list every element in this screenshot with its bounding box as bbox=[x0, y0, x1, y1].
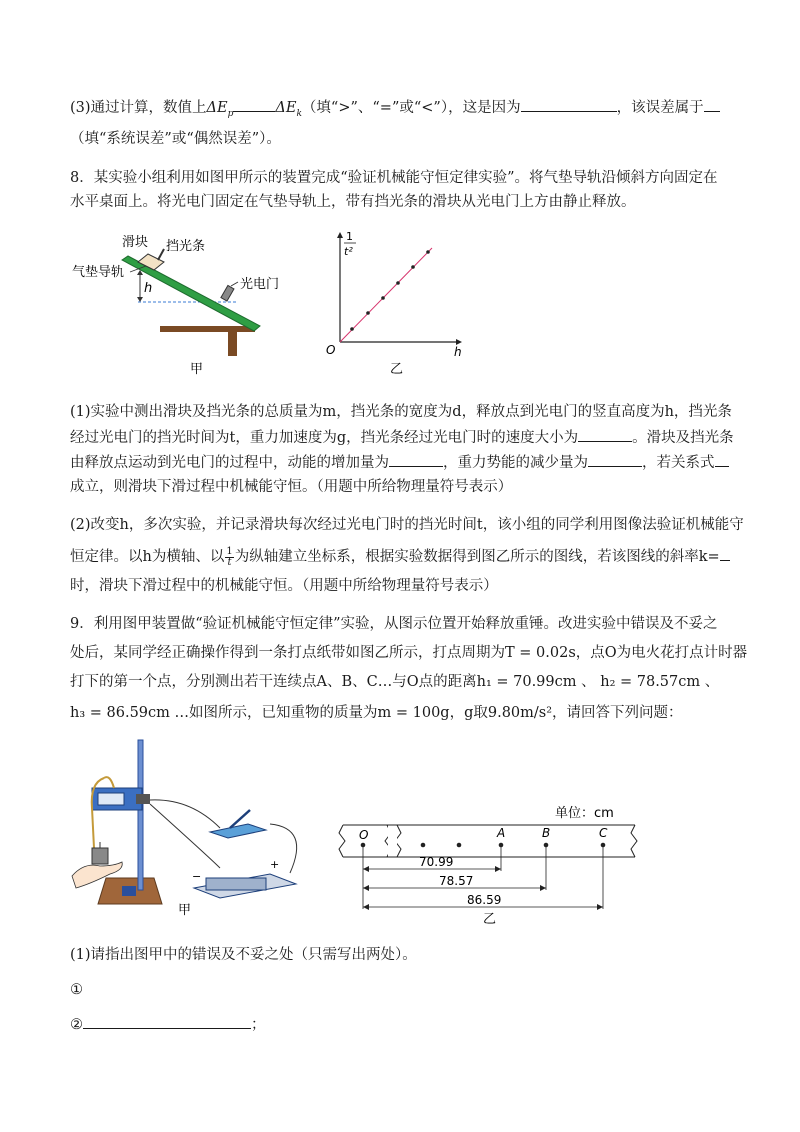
label-strip: 挡光条 bbox=[166, 239, 206, 254]
q8-p1-line3: 由释放点运动到光电门的过程中，动能的增加量为 ，重力势能的减少量为 ，若关系式 bbox=[70, 452, 729, 473]
q8-stem-line1: 8．某实验小组利用如图甲所示的装置完成“验证机械能守恒定律实验”。将气垫导轨沿倾斜方向固定在 bbox=[70, 170, 718, 186]
heavy-weight bbox=[92, 848, 108, 864]
caption-jia: 甲 bbox=[190, 362, 204, 377]
stand-rod bbox=[138, 740, 143, 890]
q9-answer-1: ① bbox=[70, 982, 83, 998]
label-O: O bbox=[359, 828, 369, 842]
fraction-1-over-t: $\frac{1}{t}$ bbox=[226, 545, 233, 568]
q8-figure-yi bbox=[320, 228, 470, 378]
data-point bbox=[366, 311, 370, 315]
answer-blank[interactable] bbox=[715, 452, 729, 467]
q8-p2-line3: 时，滑块下滑过程中的机械能守恒。（用题中所给物理量符号表示） bbox=[70, 578, 498, 594]
q9-p1: (1)请指出图甲中的错误及不妥之处（只需写出两处）。 bbox=[70, 947, 417, 963]
table-top bbox=[160, 326, 255, 332]
answer-blank[interactable] bbox=[521, 97, 617, 112]
answer-blank[interactable] bbox=[233, 97, 275, 112]
q9-answer-2: ② ； bbox=[70, 1014, 266, 1035]
y-label-denominator: t² bbox=[344, 245, 353, 258]
data-point bbox=[350, 327, 354, 331]
answer-blank[interactable] bbox=[720, 546, 730, 561]
dot bbox=[457, 843, 462, 848]
data-point bbox=[381, 296, 385, 300]
answer-blank[interactable] bbox=[83, 1014, 251, 1029]
q9-figure-jia bbox=[70, 738, 315, 918]
unit-label: 单位：cm bbox=[555, 806, 614, 821]
q8-p1-line2: 经过光电门的挡光时间为t，重力加速度为g，挡光条经过光电门时的速度大小为 。滑块及挡光条 bbox=[70, 427, 734, 448]
dim-label-OB: 78.57 bbox=[439, 874, 474, 888]
q8-p2-line1: (2)改变h，多次实验，并记录滑块每次经过光电门时的挡光时间t，该小组的同学利用图像法验证机械能守 bbox=[70, 517, 744, 533]
dim-label-OA: 70.99 bbox=[419, 855, 454, 869]
label-h: h bbox=[144, 281, 153, 296]
q7-part3-line1: (3)通过计算，数值上$\Delta E_p$ $\Delta E_k$（填“>”、“=”或“<”），这是因为 ，该误差属于 bbox=[70, 97, 720, 124]
data-point bbox=[426, 250, 430, 254]
q8-p1-line1: (1)实验中测出滑块及挡光条的总质量为m，挡光条的宽度为d，释放点到光电门的竖直高度为h，挡光条 bbox=[70, 404, 732, 420]
q9-stem-line3: 打下的第一个点，分别测出若干连续点A、B、C…与O点的距离h₁ = 70.99cm 、 h₂ = 78.57cm 、 bbox=[70, 674, 720, 690]
dim-label-OC: 86.59 bbox=[467, 893, 502, 907]
y-label-numerator: 1 bbox=[346, 230, 353, 243]
caption-yi: 乙 bbox=[390, 362, 404, 377]
q9-stem-line1: 9．利用图甲装置做“验证机械能守恒定律”实验，从图示位置开始释放重锤。改进实验中错误及不妥之 bbox=[70, 616, 718, 632]
label-photogate: 光电门 bbox=[240, 277, 280, 292]
photogate bbox=[221, 285, 234, 301]
label-A: A bbox=[497, 826, 506, 840]
table-leg bbox=[228, 332, 237, 356]
x-label: h bbox=[454, 345, 462, 359]
origin-label: O bbox=[326, 343, 336, 357]
q9-stem-line2: 处后，某同学经正确操作得到一条打点纸带如图乙所示，打点周期为T = 0.02s，点O为电火花打点计时器 bbox=[70, 645, 748, 661]
label-C: C bbox=[599, 826, 608, 840]
answer-blank[interactable] bbox=[588, 452, 642, 467]
q8-p1-line4: 成立，则滑块下滑过程中机械能守恒。（用题中所给物理量符号表示） bbox=[70, 479, 513, 495]
dot-O bbox=[361, 843, 366, 848]
q7-part3-line2: （填“系统误差”或“偶然误差”）。 bbox=[70, 131, 281, 147]
q9-figure-yi bbox=[335, 795, 650, 925]
caption-yi: 乙 bbox=[483, 912, 497, 925]
q9-stem-line4: h₃ = 86.59cm …如图所示，已知重物的质量为m = 100g，g取9.80m/s²，请回答下列问题： bbox=[70, 705, 683, 721]
answer-blank[interactable] bbox=[389, 452, 443, 467]
caption-jia: 甲 bbox=[178, 903, 192, 918]
label-rail: 气垫导轨 bbox=[72, 265, 125, 280]
q8-figure-jia bbox=[70, 228, 290, 378]
q8-stem-line2: 水平桌面上。将光电门固定在气垫导轨上，带有挡光条的滑块从光电门上方由静止释放。 bbox=[70, 194, 636, 210]
svg-text:−: − bbox=[192, 870, 202, 883]
label-slider: 滑块 bbox=[122, 235, 149, 250]
q8-p2-line2: 恒定律。以h为横轴、以 $\frac{1}{t}$ 为纵轴建立坐标系，根据实验数据得到图乙所示的图线，若该图线的斜率k= bbox=[70, 546, 730, 568]
data-point bbox=[396, 281, 400, 285]
svg-text:+: + bbox=[270, 858, 280, 871]
answer-blank[interactable] bbox=[704, 97, 720, 112]
data-point bbox=[411, 265, 415, 269]
dot bbox=[421, 843, 426, 848]
dot-A bbox=[499, 843, 504, 848]
light-blocking-strip bbox=[158, 249, 164, 260]
dot-C bbox=[601, 843, 606, 848]
answer-blank[interactable] bbox=[578, 427, 632, 442]
label-B: B bbox=[542, 826, 551, 840]
dot-B bbox=[544, 843, 549, 848]
fit-line bbox=[340, 248, 432, 342]
